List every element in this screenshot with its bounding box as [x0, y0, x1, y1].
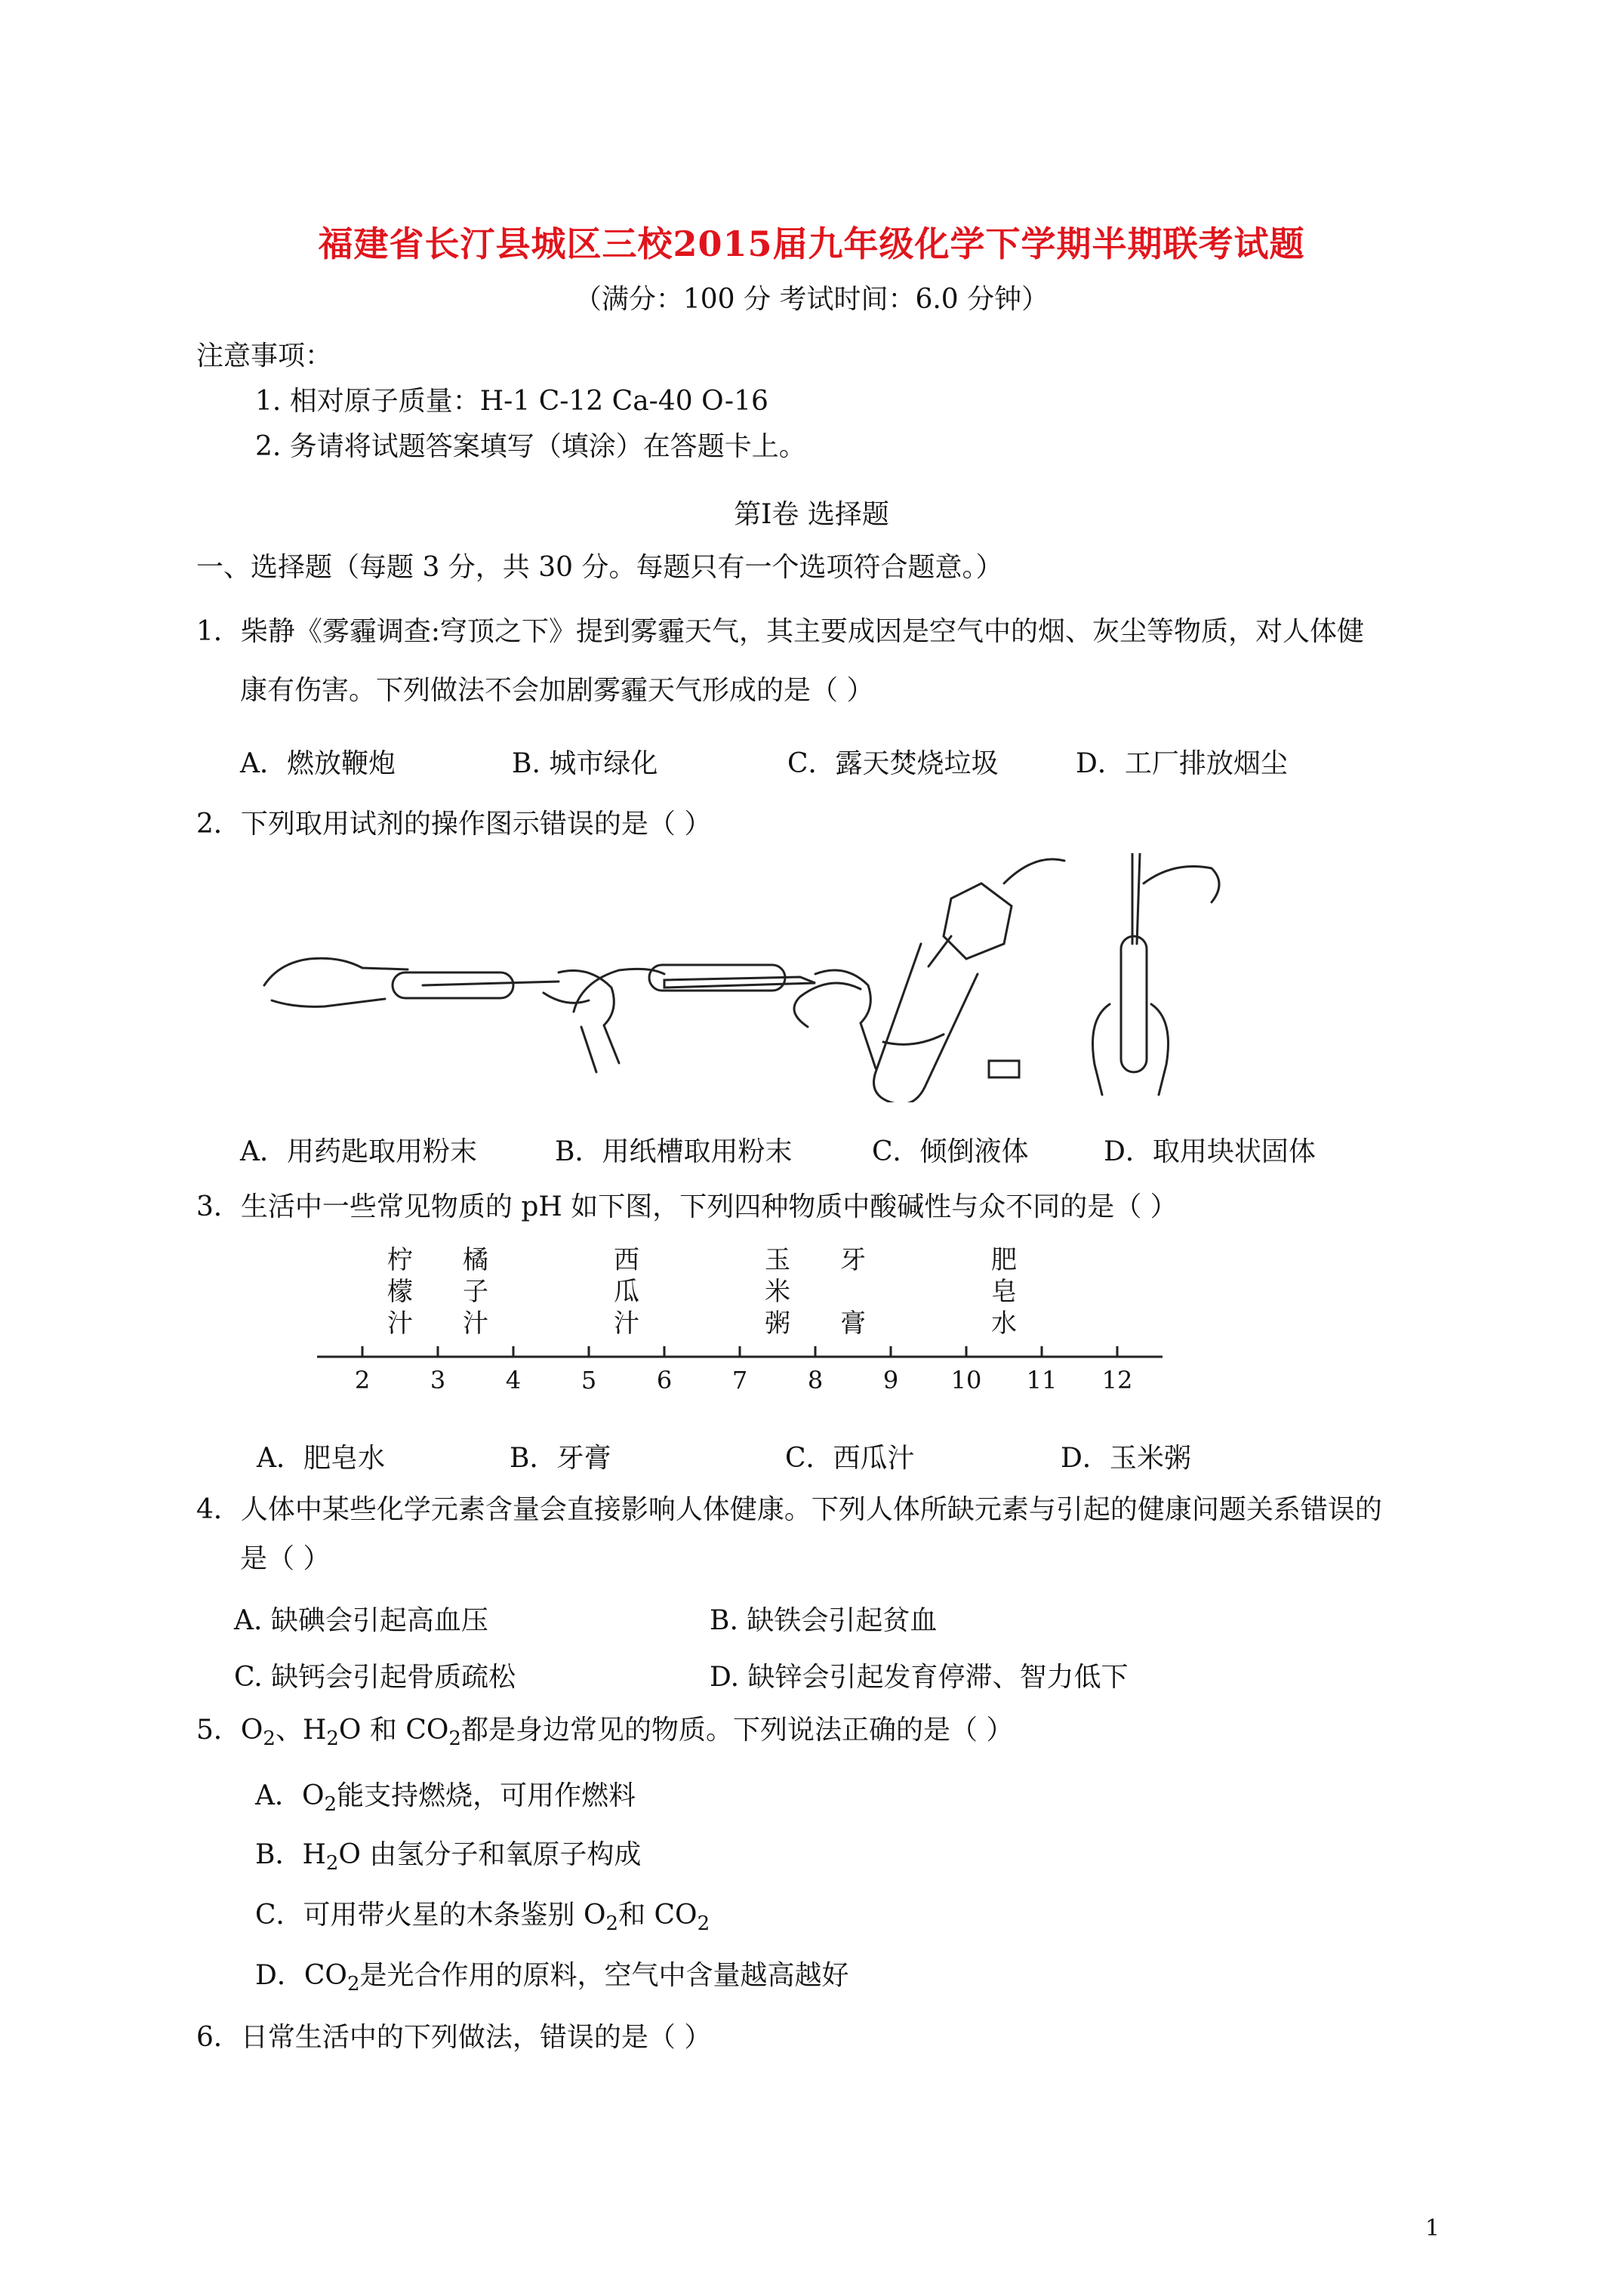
ph-tick-label-5: 5: [581, 1366, 597, 1395]
q4-option-a: A. 缺碘会引起高血压: [234, 1605, 488, 1636]
question-4-line-1: 4．人体中某些化学元素含量会直接影响人体健康。下列人体所缺元素与引起的健康问题关系错误的: [196, 1494, 1382, 1525]
q5-option-b: B．$H_2O$ 由氢分子和氧原子构成: [255, 1839, 642, 1875]
notes-item-2: 2. 务请将试题答案填写（填涂）在答题卡上。: [255, 431, 806, 462]
ph-tick-label-7: 7: [731, 1366, 748, 1395]
question-2-stem: 2．下列取用试剂的操作图示错误的是（ ）: [196, 809, 712, 840]
question-3-stem: 3．生活中一些常见物质的 pH 如下图，下列四种物质中酸碱性与众不同的是（ ）: [196, 1191, 1178, 1222]
ph-substance-char: 玉: [765, 1246, 790, 1275]
ph-substance-char: 膏: [840, 1308, 866, 1339]
ph-substance-char: 粥: [765, 1308, 790, 1339]
ph-tick-label-10: 10: [950, 1366, 982, 1395]
ph-tick-label-6: 6: [656, 1366, 673, 1395]
ph-substance-char: 檬: [387, 1277, 413, 1307]
q4-option-c: C. 缺钙会引起骨质疏松: [234, 1662, 516, 1693]
ph-substance-char: 子: [463, 1277, 488, 1307]
ph-substance-char: 汁: [463, 1308, 488, 1339]
notes-item-1: 1. 相对原子质量：H-1 C-12 Ca-40 O-16: [255, 386, 768, 417]
ph-substance-char: 柠: [387, 1246, 413, 1275]
q3-option-b: B．牙膏: [510, 1443, 611, 1474]
figure-a-spoon-powder: [264, 958, 619, 1063]
ph-tick-label-8: 8: [807, 1366, 824, 1395]
q2-option-a: A．用药匙取用粉末: [240, 1136, 477, 1167]
q3-option-a: A．肥皂水: [257, 1443, 385, 1474]
q4-option-d: D. 缺锌会引起发育停滞、智力低下: [710, 1662, 1129, 1693]
ph-substance-char: 牙: [840, 1246, 866, 1275]
q1-option-b: B. 城市绿化: [512, 748, 658, 779]
exam-info: （满分：100 分 考试时间：6.0 分钟）: [574, 284, 1049, 315]
ph-tick-label-9: 9: [882, 1366, 899, 1395]
notes-heading: 注意事项：: [196, 341, 333, 371]
ph-substance-4: [840, 1246, 866, 1339]
ph-substance-5: [991, 1246, 1017, 1339]
q1-option-c: C．露天焚烧垃圾: [787, 748, 999, 779]
ph-tick-label-4: 4: [505, 1366, 522, 1395]
q5-option-c: C．可用带火星的木条鉴别 $O_2$和 $CO_2$: [255, 1900, 710, 1935]
figure-b-paper-trough: [574, 965, 876, 1072]
ph-substance-char: 汁: [387, 1308, 413, 1339]
q5-option-d: D．$CO_2$是光合作用的原料，空气中含量越高越好: [255, 1960, 849, 1996]
ph-substance-2: [614, 1246, 639, 1339]
ph-substance-char: 汁: [614, 1308, 639, 1339]
q3-option-c: C．西瓜汁: [785, 1443, 915, 1474]
ph-substance-3: [765, 1246, 790, 1339]
q4-option-b: B. 缺铁会引起贫血: [710, 1605, 938, 1636]
question-6-stem: 6．日常生活中的下列做法，错误的是（ ）: [196, 2022, 712, 2053]
page-title: 福建省长汀县城区三校2015届九年级化学下学期半期联考试题: [318, 223, 1305, 264]
ph-tick-label-12: 12: [1101, 1366, 1133, 1395]
reagent-operation-figures: [242, 853, 1313, 1102]
part-one-heading: 一、选择题（每题 3 分，共 30 分。每题只有一个选项符合题意。）: [196, 552, 1003, 583]
q2-option-c: C．倾倒液体: [872, 1136, 1029, 1167]
figure-d-block-solid: [1093, 853, 1220, 1095]
ph-substance-1: [463, 1246, 488, 1339]
ph-tick-label-2: 2: [354, 1366, 371, 1395]
ph-substance-char: 皂: [991, 1277, 1017, 1307]
q1-option-d: D．工厂排放烟尘: [1076, 748, 1288, 779]
ph-scale-figure: [302, 1246, 1178, 1397]
q1-option-a: A．燃放鞭炮: [240, 748, 396, 779]
ph-substance-char: 肥: [991, 1246, 1017, 1275]
figure-c-pouring-liquid: [794, 859, 1064, 1102]
ph-substance-char: 橘: [463, 1246, 488, 1275]
ph-substance-char: 瓜: [614, 1277, 639, 1307]
q2-option-d: D．取用块状固体: [1104, 1136, 1316, 1167]
page-number: 1: [1425, 2215, 1440, 2242]
q2-option-b: B．用纸槽取用粉末: [555, 1136, 793, 1167]
section-title: 第Ⅰ卷 选择题: [734, 499, 889, 530]
question-4-line-2: 是（ ）: [240, 1543, 331, 1574]
q5-option-a: A．$O_2$能支持燃烧，可用作燃料: [255, 1780, 636, 1816]
question-1-line-2: 康有伤害。下列做法不会加剧雾霾天气形成的是（ ）: [240, 675, 874, 706]
question-1-line-1: 1．柴静《雾霾调查:穹顶之下》提到雾霾天气，其主要成因是空气中的烟、灰尘等物质，对人体健: [196, 616, 1365, 647]
question-5-stem: 5．$O_2$、$H_2O$ 和 $CO_2$都是身边常见的物质。下列说法正确的是（ ）: [196, 1715, 1014, 1750]
ph-substance-char: 西: [614, 1246, 639, 1275]
ph-tick-label-3: 3: [430, 1366, 446, 1395]
ph-substance-0: [387, 1246, 413, 1339]
ph-substance-char: 米: [765, 1277, 790, 1307]
ph-substance-char: 水: [991, 1308, 1017, 1339]
ph-tick-label-11: 11: [1026, 1366, 1058, 1395]
q3-option-d: D．玉米粥: [1061, 1443, 1191, 1474]
